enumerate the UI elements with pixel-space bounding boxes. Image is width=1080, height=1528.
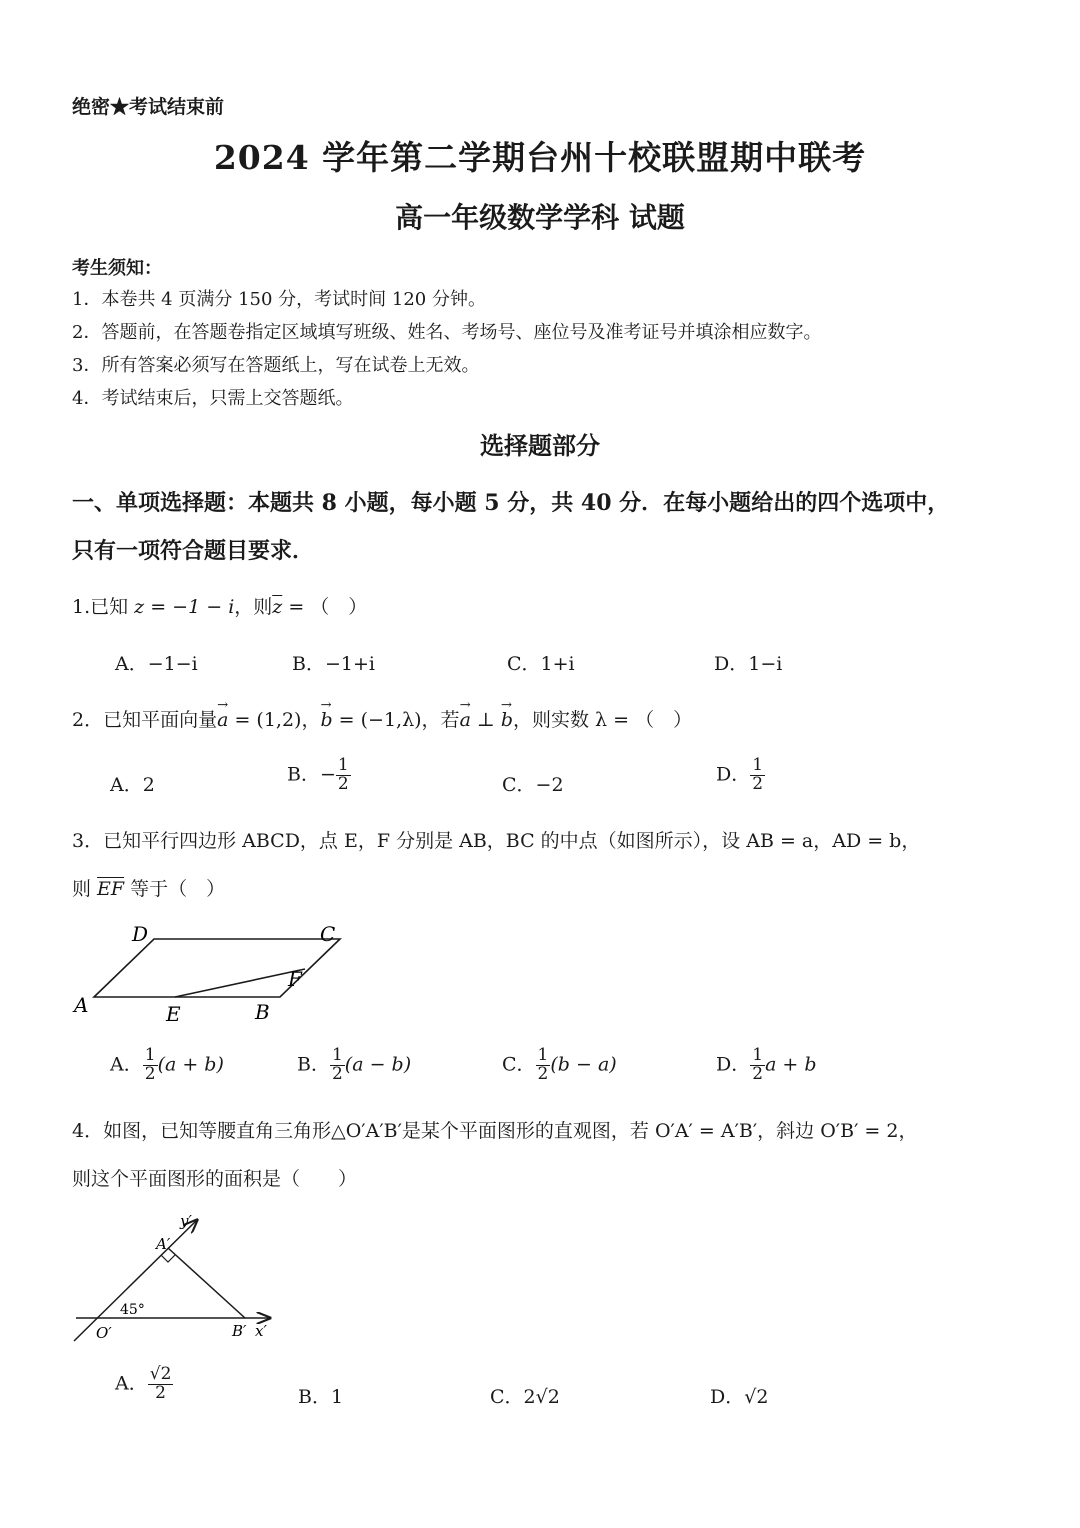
q2-option-d-label: D． bbox=[716, 763, 751, 786]
q2-eq-a: = (1,2)， bbox=[228, 709, 321, 731]
option-fraction bbox=[148, 1366, 174, 1403]
q1-option-b: B．−1+i bbox=[292, 653, 375, 675]
option-expression: (a − b) bbox=[344, 1053, 412, 1076]
q1-option-a: A．−1−i bbox=[115, 653, 198, 675]
q2-eq-b: = (−1,λ)，若 bbox=[332, 709, 460, 731]
q2-option-c: C．−2 bbox=[502, 774, 564, 796]
q2-perp-a: → a bbox=[460, 709, 471, 731]
part-instructions-line1: 一、单项选择题：本题共 8 小题，每小题 5 分，共 40 分．在每小题给出的四个选项中， bbox=[72, 490, 950, 516]
fraction-numerator: 1 bbox=[144, 1045, 156, 1065]
side-ab bbox=[168, 1248, 245, 1318]
label-o-prime: O′ bbox=[96, 1324, 112, 1342]
exam-title: 2024 学年第二学期台州十校联盟期中联考 bbox=[213, 138, 867, 177]
y-axis bbox=[74, 1220, 197, 1341]
right-triangle-figure bbox=[72, 1208, 282, 1348]
label-x-prime: x′ bbox=[255, 1322, 267, 1340]
q2-option-b bbox=[287, 757, 351, 794]
option-expression: a + b bbox=[765, 1053, 817, 1076]
notice-heading: 考生须知： bbox=[72, 258, 162, 279]
fraction-denominator: 2 bbox=[144, 1063, 156, 1084]
notice-item: 2．答题前，在答题卷指定区域填写班级、姓名、考场号、座位号及准考证号并填涂相应数字。 bbox=[72, 322, 822, 343]
q4-option-a bbox=[115, 1366, 173, 1403]
label-d: D bbox=[132, 922, 149, 946]
fraction-numerator: 1 bbox=[752, 1045, 764, 1065]
question-3-line1: 3．已知平行四边形 ABCD，点 E，F 分别是 AB，BC 的中点（如图所示），设 AB = a，AD = b， bbox=[72, 830, 921, 852]
q3-vector-ef: $\overline{EF}$ bbox=[97, 878, 125, 900]
notice-item: 4．考试结束后，只需上交答题纸。 bbox=[72, 388, 354, 409]
q1-option-d: D．1−i bbox=[714, 653, 783, 675]
label-f: F bbox=[288, 967, 302, 991]
confidential-label: 绝密★考试结束前 bbox=[72, 96, 225, 118]
option-label: D． bbox=[716, 1053, 751, 1076]
option-label: B． bbox=[298, 1386, 331, 1408]
label-45-degrees: 45° bbox=[120, 1302, 145, 1318]
segment-ef bbox=[175, 969, 305, 997]
label-e: E bbox=[166, 1002, 181, 1026]
question-4-line2: 则这个平面图形的面积是（ ） bbox=[72, 1168, 358, 1190]
label-a-prime: A′ bbox=[156, 1235, 171, 1253]
q2-option-d-fraction bbox=[750, 757, 765, 794]
q2-vector-a: → a bbox=[217, 709, 228, 731]
q1-mid: ，则 bbox=[234, 596, 273, 618]
q1-option-c: C．1+i bbox=[507, 653, 575, 675]
q2-option-a: A．2 bbox=[110, 774, 155, 796]
q2-option-b-sign: − bbox=[319, 763, 336, 786]
label-y-prime: y′ bbox=[180, 1212, 192, 1230]
q3-option-b bbox=[297, 1047, 411, 1084]
q4-option-d bbox=[710, 1382, 768, 1409]
option-value: 1 bbox=[330, 1386, 344, 1408]
fraction-numerator: 1 bbox=[752, 755, 764, 775]
option-label: D． bbox=[710, 1386, 745, 1408]
q2-tail: ，则实数 λ = （ ） bbox=[513, 709, 693, 731]
option-fraction bbox=[330, 1047, 345, 1084]
option-fraction bbox=[536, 1047, 551, 1084]
question-3-line2 bbox=[72, 874, 225, 901]
q1-suffix: = （ ） bbox=[282, 596, 368, 618]
option-fraction bbox=[143, 1047, 158, 1084]
fraction-denominator: 2 bbox=[155, 1382, 166, 1403]
option-value: √2 bbox=[744, 1386, 769, 1408]
option-expression: (b − a) bbox=[550, 1053, 617, 1076]
question-1 bbox=[72, 592, 367, 619]
fraction-denominator: 2 bbox=[752, 1063, 764, 1084]
q2-option-d bbox=[716, 757, 765, 794]
question-4-line1: 4．如图，已知等腰直角三角形△O′A′B′是某个平面图形的直观图，若 O′A′ = A′B′，斜边 O′B′ = 2， bbox=[72, 1120, 918, 1142]
q2-perp-symbol: ⊥ bbox=[470, 709, 501, 731]
parallelogram-figure bbox=[70, 918, 360, 1030]
fraction-denominator: 2 bbox=[337, 773, 349, 794]
section-title: 选择题部分 bbox=[480, 431, 600, 460]
fraction-numerator: √2 bbox=[149, 1364, 172, 1384]
option-label: C． bbox=[502, 1053, 536, 1076]
q3-option-c bbox=[502, 1047, 617, 1084]
option-expression: (a + b) bbox=[157, 1053, 224, 1076]
q1-zbar: $\overline{z}$ bbox=[272, 596, 283, 618]
fraction-denominator: 2 bbox=[752, 773, 764, 794]
q4-option-b bbox=[298, 1382, 343, 1409]
q3-line2-prefix: 则 bbox=[72, 878, 98, 900]
notice-item: 3．所有答案必须写在答题纸上，写在试卷上无效。 bbox=[72, 355, 480, 376]
option-value: 2√2 bbox=[523, 1386, 560, 1408]
q1-prefix: 1.已知 bbox=[72, 596, 135, 618]
option-fraction bbox=[750, 1047, 765, 1084]
q3-option-d bbox=[716, 1047, 817, 1084]
option-label: C． bbox=[490, 1386, 524, 1408]
q2-option-b-label: B． bbox=[287, 763, 320, 786]
fraction-numerator: 1 bbox=[537, 1045, 549, 1065]
option-label: A． bbox=[115, 1372, 148, 1395]
label-c: C bbox=[320, 922, 336, 946]
fraction-numerator: 1 bbox=[331, 1045, 343, 1065]
q2-vector-b: → b bbox=[320, 709, 332, 731]
q2-option-b-fraction bbox=[336, 757, 351, 794]
notice-item: 1．本卷共 4 页满分 150 分，考试时间 120 分钟。 bbox=[72, 289, 486, 310]
option-label: A． bbox=[110, 1053, 143, 1076]
part-instructions-line2: 只有一项符合题目要求． bbox=[72, 538, 315, 564]
q1-given: z = −1 − i bbox=[134, 596, 235, 618]
question-2 bbox=[72, 705, 692, 732]
label-b: B bbox=[255, 1000, 270, 1024]
q4-option-c bbox=[490, 1382, 560, 1409]
exam-subtitle: 高一年级数学学科 试题 bbox=[395, 201, 685, 234]
right-angle-mark bbox=[161, 1255, 175, 1262]
fraction-numerator: 1 bbox=[337, 755, 349, 775]
q2-text-a: 2．已知平面向量 bbox=[72, 709, 218, 731]
fraction-denominator: 2 bbox=[331, 1063, 343, 1084]
label-a: A bbox=[74, 993, 89, 1017]
q3-line2-suffix: 等于（ ） bbox=[124, 878, 226, 900]
fraction-denominator: 2 bbox=[537, 1063, 549, 1084]
q3-option-a bbox=[110, 1047, 224, 1084]
option-label: B． bbox=[297, 1053, 330, 1076]
label-b-prime: B′ bbox=[232, 1322, 247, 1340]
q2-perp-b: → b bbox=[501, 709, 513, 731]
